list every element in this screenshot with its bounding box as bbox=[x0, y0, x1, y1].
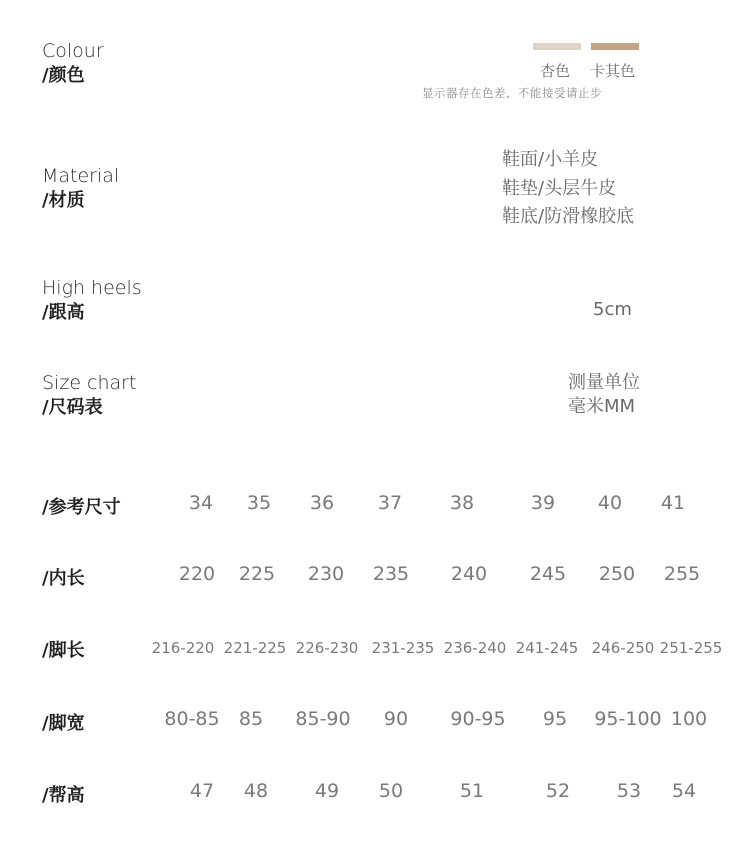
swatch-label-khaki: 卡其色 bbox=[590, 62, 636, 80]
row-reference-size-cell: 41 bbox=[660, 492, 686, 514]
row-inner-length-cell: 255 bbox=[663, 563, 701, 585]
row-upper-height-cell: 53 bbox=[616, 780, 642, 802]
row-foot-width-cell: 100 bbox=[670, 708, 708, 730]
material-label-cn: /材质 bbox=[42, 190, 85, 211]
row-upper-height-cell: 52 bbox=[545, 780, 571, 802]
row-upper-height-cell: 50 bbox=[378, 780, 404, 802]
row-foot-width-cell: 85-90 bbox=[295, 708, 351, 730]
size-chart-unit-line1: 测量单位 bbox=[568, 372, 640, 393]
size-chart-label-en: Size chart bbox=[42, 372, 137, 394]
row-reference-size-cell: 40 bbox=[597, 492, 623, 514]
row-foot-width-label: /脚宽 bbox=[42, 713, 85, 734]
row-inner-length-cell: 250 bbox=[598, 563, 636, 585]
size-chart-label-cn: /尺码表 bbox=[42, 397, 103, 418]
colour-label-en: Colour bbox=[42, 40, 104, 62]
row-foot-width-cell: 90-95 bbox=[450, 708, 506, 730]
colour-note: 显示器存在色差，不能接受请止步 bbox=[422, 86, 602, 100]
row-reference-size-cell: 38 bbox=[449, 492, 475, 514]
colour-label-cn: /颜色 bbox=[42, 65, 85, 86]
size-chart-unit-line2: 毫米MM bbox=[568, 396, 636, 417]
material-label-en: Material bbox=[42, 165, 120, 187]
heels-label-en: High heels bbox=[42, 277, 142, 299]
row-foot-length-cell: 241-245 bbox=[515, 639, 579, 657]
row-foot-length-cell: 251-255 bbox=[659, 639, 723, 657]
material-upper: 鞋面/小羊皮 bbox=[502, 149, 599, 170]
row-reference-size-cell: 34 bbox=[188, 492, 214, 514]
row-foot-width-cell: 80-85 bbox=[164, 708, 220, 730]
row-foot-width-cell: 90 bbox=[383, 708, 409, 730]
row-foot-length-cell: 226-230 bbox=[295, 639, 359, 657]
row-upper-height-cell: 54 bbox=[671, 780, 697, 802]
row-reference-size-cell: 36 bbox=[309, 492, 335, 514]
row-foot-width-cell: 85 bbox=[238, 708, 264, 730]
row-foot-length-cell: 221-225 bbox=[223, 639, 287, 657]
row-foot-width-cell: 95 bbox=[542, 708, 568, 730]
row-inner-length-label: /内长 bbox=[42, 568, 85, 589]
row-inner-length-cell: 245 bbox=[529, 563, 567, 585]
row-inner-length-cell: 235 bbox=[372, 563, 410, 585]
swatch-label-apricot: 杏色 bbox=[540, 62, 571, 80]
row-upper-height-cell: 47 bbox=[189, 780, 215, 802]
row-foot-length-cell: 236-240 bbox=[443, 639, 507, 657]
row-foot-length-cell: 246-250 bbox=[591, 639, 655, 657]
heels-label-cn: /跟高 bbox=[42, 302, 85, 323]
row-reference-size-cell: 35 bbox=[246, 492, 272, 514]
row-upper-height-label: /帮高 bbox=[42, 785, 85, 806]
row-foot-length-cell: 231-235 bbox=[371, 639, 435, 657]
row-foot-length-cell: 216-220 bbox=[151, 639, 215, 657]
material-sole: 鞋底/防滑橡胶底 bbox=[502, 206, 635, 227]
row-upper-height-cell: 51 bbox=[459, 780, 485, 802]
row-reference-size-label: /参考尺寸 bbox=[42, 497, 121, 518]
heels-value: 5cm bbox=[593, 299, 632, 320]
row-upper-height-cell: 49 bbox=[314, 780, 340, 802]
row-inner-length-cell: 225 bbox=[238, 563, 276, 585]
row-reference-size-cell: 39 bbox=[530, 492, 556, 514]
row-foot-width-cell: 95-100 bbox=[594, 708, 662, 730]
material-insole: 鞋垫/头层牛皮 bbox=[502, 178, 617, 199]
row-foot-length-label: /脚长 bbox=[42, 640, 85, 661]
row-reference-size-cell: 37 bbox=[377, 492, 403, 514]
swatch-khaki bbox=[591, 43, 639, 50]
row-inner-length-cell: 240 bbox=[450, 563, 488, 585]
row-upper-height-cell: 48 bbox=[243, 780, 269, 802]
row-inner-length-cell: 230 bbox=[307, 563, 345, 585]
row-inner-length-cell: 220 bbox=[178, 563, 216, 585]
swatch-apricot bbox=[533, 43, 581, 50]
